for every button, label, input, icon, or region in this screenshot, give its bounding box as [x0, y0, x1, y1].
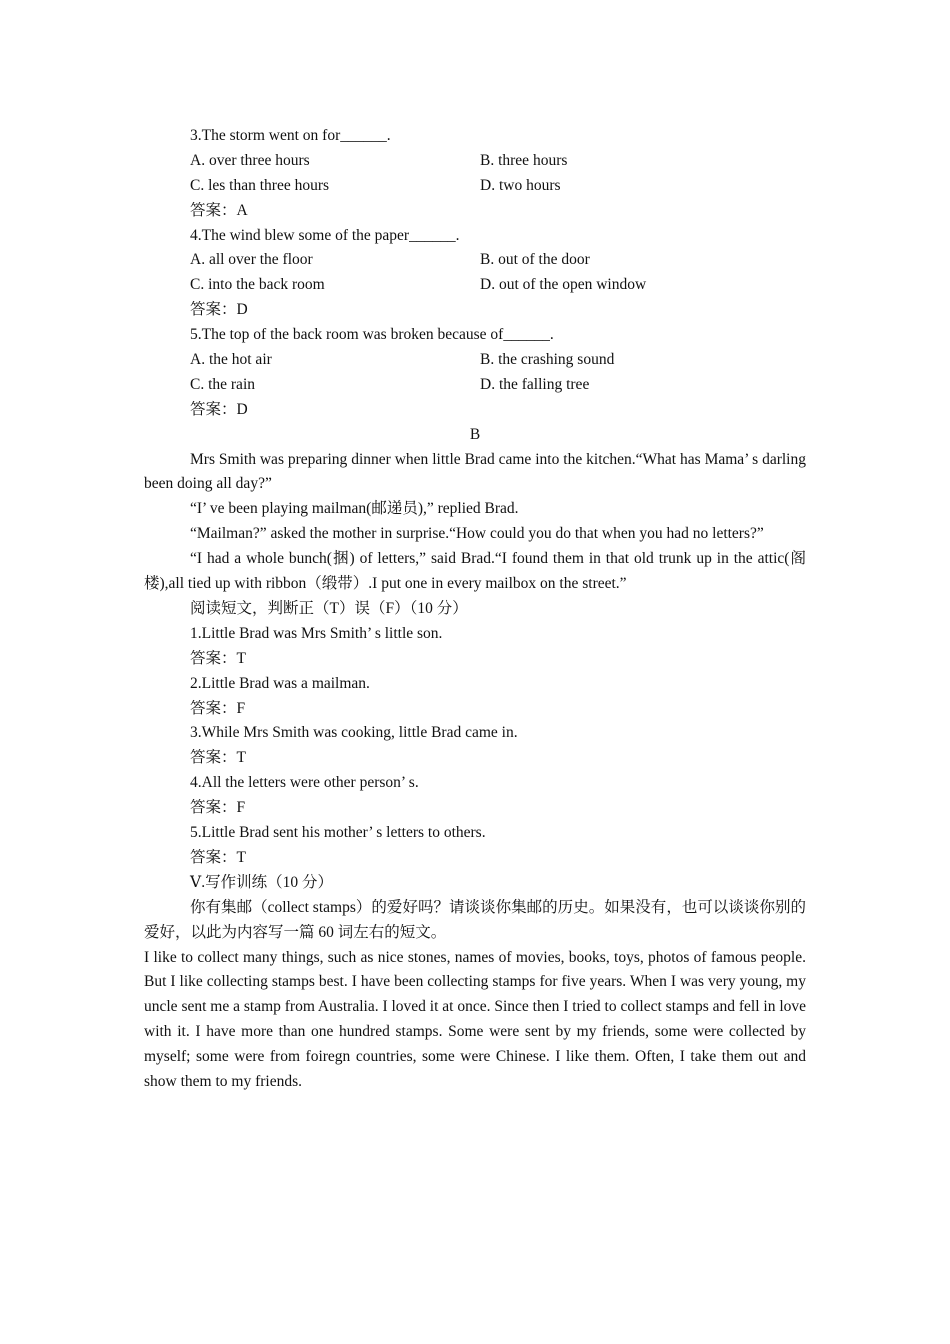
option-c: C. into the back room — [190, 276, 325, 294]
option-d: D. the falling tree — [480, 375, 590, 393]
question-4-options-ab — [144, 248, 806, 273]
option-a: A. the hot air — [190, 351, 272, 369]
tf-answer: 答案：F — [190, 699, 246, 717]
question-3-options-cd — [144, 174, 806, 199]
writing-heading: Ⅴ.写作训练（10 分） — [190, 873, 333, 891]
option-c: C. the rain — [190, 375, 255, 393]
option-d: D. two hours — [480, 176, 561, 194]
passage-paragraph: “I’ ve been playing mailman(邮递员),” replied Brad. — [190, 500, 519, 518]
tf-statement: 4.All the letters were other person’ s. — [190, 774, 419, 792]
tf-statement: 2.Little Brad was a mailman. — [190, 674, 370, 692]
question-4-options-cd — [144, 273, 806, 298]
option-c: C. les than three hours — [190, 176, 330, 194]
option-b: B. out of the door — [480, 251, 590, 269]
tf-statement: 1.Little Brad was Mrs Smith’ s little son. — [190, 624, 443, 642]
section-heading: B — [469, 425, 481, 443]
document-content — [144, 124, 806, 1095]
answer-5: 答案：D — [190, 400, 248, 418]
answer-3: 答案：A — [190, 201, 248, 219]
writing-prompt: 你有集邮（collect stamps）的爱好吗？请谈谈你集邮的历史。如果没有，也可以谈谈你别的爱好，以此为内容写一篇 60 词左右的短文。 — [144, 898, 806, 941]
question-5-options-cd — [144, 373, 806, 398]
tf-answer: 答案：T — [190, 749, 246, 767]
tf-answer: 答案：F — [190, 799, 246, 817]
instruction: 阅读短文，判断正（T）误（F）（10 分） — [190, 600, 468, 618]
answer-4: 答案：D — [190, 301, 248, 319]
option-b: B. the crashing sound — [480, 351, 615, 369]
question-5: 5.The top of the back room was broken because of______. — [190, 326, 554, 344]
passage-paragraph: “I had a whole bunch(捆) of letters,” said Brad.“I found them in that old trunk up in the attic(阁楼),all tied up with ribbon（缎带）.I put one in every mailbox on the street.” — [144, 550, 806, 593]
option-a: A. over three hours — [190, 151, 310, 169]
question-5-options-ab — [144, 348, 806, 373]
tf-answer: 答案：T — [190, 848, 246, 866]
question-3-options-ab — [144, 149, 806, 174]
passage-paragraph: “Mailman?” asked the mother in surprise.“How could you do that when you had no letters?” — [190, 525, 764, 543]
writing-essay: I like to collect many things, such as nice stones, names of movies, books, toys, photos of famous people. But I like collecting stamps best. I have been collecting stamps for five years. When I was very young, my uncle sent me a stamp from Australia. I loved it at once. Since then I tried to collect stamps and fell in love with it. I have more than one hundred stamps. Some were sent by my friends, some were collected by myself; some were from foiregn countries, some were Chinese. I like them. Often, I take them out and show them to my friends. — [144, 948, 807, 1091]
tf-statement: 5.Little Brad sent his mother’ s letters to others. — [190, 824, 486, 842]
question-3: 3.The storm went on for______. — [190, 127, 391, 144]
tf-statement: 3.While Mrs Smith was cooking, little Brad came in. — [190, 724, 518, 742]
question-4: 4.The wind blew some of the paper______. — [190, 226, 460, 244]
option-b: B. three hours — [480, 151, 568, 169]
option-d: D. out of the open window — [480, 276, 647, 294]
tf-answer: 答案：T — [190, 649, 246, 667]
option-a: A. all over the floor — [190, 251, 313, 269]
passage-paragraph: Mrs Smith was preparing dinner when little Brad came into the kitchen.“What has Mama’ s darling been doing all day?” — [144, 450, 806, 493]
